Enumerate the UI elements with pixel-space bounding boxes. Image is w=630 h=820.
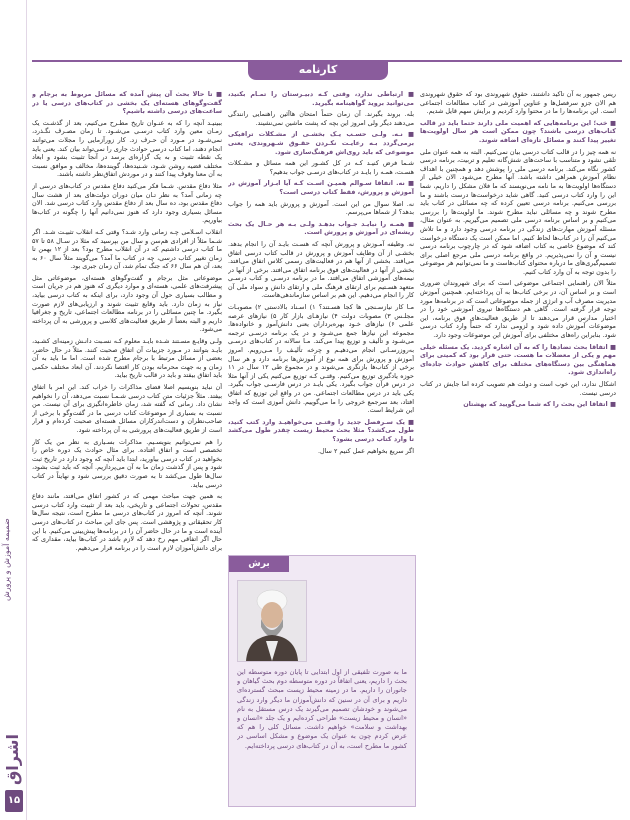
paragraph: ولـی وقایـع مسـتند شـده بایـد معلوم کـه نسـبت دانـش زمینه‌ای کشـید، بایـد بتوانند در مـورد جزییات آن اتفاق صحبت کنند. مثلاً در حال حاضر، بعضی از مسائل مرتبط با برجام مطرح شده است. اما ما باید به آن زمان و به جهت محرمانه بودن کار اقتصا نکردند. آن ابعاد مختلف حکمی باید اتفاق بیفتد و باید در قالب تاریخ بیاید. (32, 337, 222, 380)
paragraph: آن نباید بنویسیم اصلا فضای مذاکرات را خراب کند. این امر با اتفاق بیفتد. مثلاً جزئیات متن کتاب درسی شـمـا نسبت می‌دهد، آن را نخواهیم نشان داد. زمانی که گفته شد، زمان خاطره‌انگیزی برای آن نیست. من نسبت به بسیاری از موضوعات کتاب درسی ما در گفت‌وگو با برخی از صاحب‌نظران و دست‌اندرکاران مسائل هسته‌ای صحبت کرده‌ام و قرار است از طریق فعالیت‌های پرورشی به آن پرداخته شود. (32, 383, 222, 434)
paragraph: به همین جهت مباحث مهمی که در کشور اتفاق می‌افتد، مانند دفاع مقدس، تحولات اجتماعی و تاریخی، باید بعد از تثبیت وارد کتاب درسی شوند. آنچه که امروز در کتاب‌های درسی ما مطرح است، نتیجه سال‌ها کار تحقیقاتی و پژوهشی است. پس جای این مباحث در کتاب‌های درسی آینده است و ما در حال حاضر آن را در برنامه‌ها پیش‌بینی می‌کنیم. با این حال اگر اتفاقی مهم رخ دهد که لازم باشد در کتاب‌ها بیاید، مقداری که برای دانش‌آموزان لازم است را در برنامه قرار می‌دهیم. (32, 492, 222, 552)
quote-box-title: برش (229, 556, 289, 572)
section-title: کارنامه (248, 60, 388, 80)
quote-box (228, 555, 416, 807)
side-strip (0, 0, 27, 820)
paragraph: ببینیـد آنچه را که به عنـوان تاریخ مطـرح می‌کنیم، بعد از گذشـت یک زمـان معین وارد کتاب درسـی می‌شـود. تا زمان مصـرف نگـذرد، نمی‌شـود در مـورد آن حـرف زد. کار زورآزمایی را مجلات می‌توانند انجام دهند، اما کتاب درسی حوادث جاری را نمی‌تواند بیان کند. یعنی باید یک نقطه تثبیت و به یک گزاره‌ای برسد در آنجا تثبیت بشود و ابعاد مختلف قضیه روشن شـود، شـنیده‌ها، گوینده‌ها، مخالف و موافق نسبت به آن معنا وقوف پیدا کنند و در موردش اتفاق‌نظر داشته باشند. (32, 118, 222, 179)
middle-column (228, 90, 414, 550)
interview-question: ■ یک سـرفصل جدید را وقتـی می‌خواهیـد وارد کتب کنید، طول می‌کشد؟ مثلا بحث محیط زیست چقدر طول می‌کشد تا وارد کتاب درسی بشود؟ (228, 417, 414, 443)
paragraph: مـا کار نیازسـنجی ها کجا هسـتند؟ ۱) اسـناد بالادستی ۲) مصوبـات مجلـس ۳) مصوبات دولت ۴) نیازهـای بازار کار ۵) نیازهای عرصه علمی ۶) نیازهای خـود بهره‌برداران یعنی دانش‌آموز و خانواده‌ها. مجموعه این نیازها جمع می‌شـود و در یک برنامه درسـی ترجمه می‌شـود و تألیف و توزیع پیدا می‌کند. مـا سالانه در کتاب‌های درسـی به‌روزرسـانی انجام می‌دهیـم و چرخه تألیـف را مـی‌رویم. امروز آموزش و پرورش برای همه نوع از آموزش‌ها برنامه دارد و هر سال برخی از کتاب‌ها بازنگری می‌شوند و در مجموع طی ۱۲ سال در ۱۱ حوزه یادگیری توزیع می‌کنیم. وقتـی کـه توزیع می‌کنیم یکی از آنها مثلا در درس قرآن جواب بگیرد. یکی بایـد در درس فارسـی جواب بگیرد. یکی باید در درس مطالعات اجتماعی. من در واقع این توزیع که اتفاق افتاد، بعد سرجمع خروجی را ما می‌گوییم. دانش آموزی است که واجد این شرایط است. (228, 303, 414, 415)
quote-box-text: ما به صورت تلفیقی از اول ابتدایی تا پایان دوره متوسطه این بحث را داریم، یعنی اتفاقاً در دوره متوسطه دوم بحث گیاهان و جانوران را داریم. ما در زمینه محیط زیست مبحث گسترده‌ای داریم و برای آن در سنین که دانش‌آموزان ما دیگر وارد زندگی می‌شوند و خودشان تصمیم می‌گیرند یک درس مستقل به نام «انسان و محیط زیست» طراحی کرده‌ایم و یک جلد «انسان و بهداشت و سلامت» خواهیم داشت. مسائل کلی را هم که عرض کردم چون به عنوان یک موضوع و مشکل اساسی در کشور ما مطرح است، به آن در کتاب‌های درسی پرداخته‌ایم. (237, 668, 407, 750)
interview-question: ■ اتفاقا این بحث را که شما می‌گویید که بهشتان (463, 400, 616, 409)
paragraph: اشکال ندارد، این خوب است و دولت هم تصویب کرده اما جایش در کتاب درسی نیست. (420, 380, 616, 397)
interview-question: ■ نـه. ولـی حسـب یـک بخشـی از مشـکلات ترافیکی برمی‌گردد بـه رعایـت نکـردن حقـوق شـهروندی، یعنی موضوعی که باید روی‌اش فرهنگ‌سازی شود. (228, 130, 414, 156)
interview-question: ■ خب؛ این برنامه‌هایی که اهمیت ملی دارند حتما باید در قالب کتاب‌های درسی باشند؟ چون ممکن است هر سال اولویت‌ها تغییر پیدا کنند و مسائل تازه‌ای اضافه شوند. (420, 118, 616, 144)
paragraph: انقلاب اسـلامی چـه زمانی وارد شـد؟ وقتی کـه انقلاب تثبیـت شـد. اگر شـما مثلاً از افرادی هم‌سن و سال من بپرسید که مثلا در سـال ۵۸ تا ۵۷ ما کتاب درسی داشتیم که در آن انقلاب مطرح بود؟ بعد از ۱۲ بهمن تا زمان تغییر کتاب درسی، چه در کتاب ما آمد؟ می‌گویند مثلاً سال ۶۰ به بعد، آن هم سال ۶۶ که جنگ تمام شد، آن زمان جبری بود. (32, 227, 222, 271)
interview-question: ■ تا حالا بحث آن پیش آمده که مسائل مربوط به برجام و گفت‌وگوهای هسته‌ای یک بخشی در کتاب‌های درسی یا در ساعت‌های درسی داشته باشیم؟ (32, 90, 222, 116)
paragraph: مثلاً الان راهنمایی اجتماعی موضوعی است که برای شهروندان ضروری است و بر اساس آن، در برخی کتاب‌ها به آن پرداخته‌ایم. همچنین آموزش مدیریت مصرف آب و انرژی از جمله موضوعاتی است که در برنامه‌ها مورد توجه قرار گرفته است. گاهی هم دستگاه‌ها نیروی آموزشی خود را در اختیار مدارس قرار می‌دهند تا از طریق فعالیت‌های فوق برنامه، این موضوعات آموزش داده شود و لزومی ندارد که حتماً وارد کتاب درسی شود. بنابراین راه‌های مختلفی برای آموزش این موضوعات وجود دارد. (420, 279, 616, 340)
interview-question: ■ اتفاقا بحث تضادها را که به آن اشاره کردید. یک مسئله خیلی مهم و یکی از معضلات ما هست. حتی قرار بود که کمیتی برای هماهنگی بین دستگاه‌های مختلف برای کاهش حوادث جاده‌ای راه‌اندازی شود. (420, 342, 616, 377)
magazine-logo: اشراق (3, 734, 22, 786)
right-column (420, 90, 616, 800)
paragraph: نه. اصلا سوال من این است. آموزش و پرورش باید همه را جواب بدهد؟ از شماها می‌پرسم. (228, 199, 414, 217)
portrait-image (237, 580, 307, 662)
paragraph: نه. وظیفه آمـوزش و پرورش آنچه که هسـت بایـد آن را انجام بدهد. بخشـی از آن وظایف آموزش و پرورش در قالب کتاب درسی اتفاق می‌افتد. بخشی از آنها هم در فعالیت‌های رسمی کلاس اتفاق می‌افتد. بخشی از آنها در فعالیت‌های فوق برنامه اتفاق می‌افتد. برخی از آنها در نیمه‌های آموزشی اتفاق می‌افتد. ما در برنامه درسـی و کتاب درسـی متعهد هسـتیم برای ارتقای فرهنگ ملی و ارتقای دانش و سواد ملی آن کار را انجام می‌دهیم. این هم بر اساس سازماندهی‌هاست. (228, 239, 414, 300)
paragraph: اگر سریع بخواهیم عمل کنیم ۲ سال. (317, 446, 414, 455)
paragraph: را هم نمی‌توانیم بنویسـیم. مذاکرات بسـیاری به نظر من یک کار تخصصی است و اتفاق افتاده. برای مثال حوادث یک دوره خاص را بخواهید در کتاب درسی بیاورید، ابتدا باید آنچه که وجود دارد در تاریخ ثبت شود و پس از گذشت زمان ما به آن می‌پردازیم. آنچه که باید ثبت بشود، سال‌ها طول می‌کشد تا به صورت دقیق بررسی شود و نهایتاً در کتاب درسی بیاید. (32, 437, 222, 489)
page-number: ۱۵ (5, 790, 23, 812)
left-column (32, 90, 222, 805)
paragraph: ریس جمهور به آن تاکید داشتند، حقوق شهروندی بود که حقوق شهروندی هم الان جزو سرفصل‌ها و عناوین آموزشی در کتاب مطالعات اجتماعی است. این برنامه‌ها را ما در محتوا وارد کردیم و برایش سهم قایل شدیم. (420, 90, 616, 116)
paragraph: موضوعاتی مثل برجام و گفت‌وگوهای هسته‌ای، موضوعاتی مثل پیشرفت‌های علمی، هسته‌ای و موارد دیگری که هنوز هم در جریان است و مطالب بسیاری حول آن وجود دارد، برای اینکه به کتاب درسی بیاید، نیاز به زمان دارد. باید وقایع تثبیت شوند و ارزیابی‌های لازم صورت بگیرد. ما چنین مسائلی را در برنامه مطالعات اجتماعی، تاریخ و جغرافیا داریم و البته بعضاً از طریق فعالیت‌های کلاسی و پرورشی به آن پرداخته می‌شود. (32, 273, 222, 334)
paragraph: شـما فرض کنیـد کـه در کل کشـور این همه مسائل و مشـکلات هسـت، همـه را بایـد در کتاب‌های درسـی جواب بدهیم؟ (228, 159, 414, 176)
interview-question: ■ ارتباطی ندارد، وقتی کـه دبیـرستان را تمـام بکنید، می‌توانید بروید گواهینامه بگیرید. (228, 90, 414, 107)
supplement-label: ضمیمه آموزش و پرورش (2, 518, 11, 602)
paragraph: نه همه چیز را در قالب کتاب درسی بیان نمی‌کنیم. البته به همه عنوان ملی تلقی نشود و متناسب با ساحت‌های شش‌گانه تعلیم و تربیت، برنامه درسی کشور نگاه می‌کند. برنامه درسی ملی را پوشش دهد و همچنین با اهداف نظام آموزش همراهی داشته باشد. آنها مطرح می‌شود. الان خیلی از دستگاه‌ها اولویت‌ها به ما نامه می‌نویسند که ما فلان مشکل را داریم، شما این را وارد کتاب درسی کنید. گاهی شاید درخواست‌ها درست باشند و ما بررسی می‌کنیم. برنامه درسی تعیین کرده که چه مسائلی در کتاب باید مطرح شوند و چه مسائلی نباید مطرح شوند. ما اولویت‌ها را بررسی می‌کنیم و بر اساس برنامه درسی ملی تصمیم می‌گیریم. به عنوان مثال، مسئله آموزش مهارت‌های زندگی در برنامه درسی وجود دارد و ما تلاش می‌کنیم آن را در کتاب‌ها لحاظ کنیم. اما ممکن است یک دستگاه درخواست کند که موضوع خاصی به کتاب اضافه شود که در چارچوب برنامه درسی نیست و آن را نمی‌پذیریم. در واقع برنامه درسی ملی مرجع اصلی برای تصمیم‌گیری‌های ما درباره محتوای کتاب‌هاست و ما نمی‌توانیم هر موضوعی را بدون توجه به آن وارد کتاب کنیم. (420, 147, 616, 276)
paragraph: بله. بروند بگیرند. آن زمان حتماً امتحان هاآئین راهنمایی رانندگی می‌دهند دیگر ولی امروز این بچه که پشت ماشین نمی‌نشیند. (228, 110, 414, 127)
interview-question: ■ نه. اتفاقا سـوالم همیـن اسـت کـه آیا ابـزار آموزش در آموزش و پرورش، فقط کتاب درسی است؟ (228, 179, 414, 196)
paragraph: مثلا دفاع مقدس. شـما فکر می‌کنید دفاع مقدس در کتاب‌های درسی از چه زمانی آمد؟ به نظر تـان میان دوران دولت‌های بعد از هشت سال دفاع مقدس بود، ده سال بعد از دفاع مقدس وارد کتاب درسی شد. الان مسائل بسیاری وجود دارد که هنوز نمی‌دانیم آنها را چگونه در کتاب‌ها بیاوریم. (32, 181, 222, 225)
interview-question: ■ همـه را نبایـد جـواب بدهـد ولـی بـه هر حـال یک بحث ریشه‌ای در آموزش و پرورش است. (228, 219, 414, 237)
